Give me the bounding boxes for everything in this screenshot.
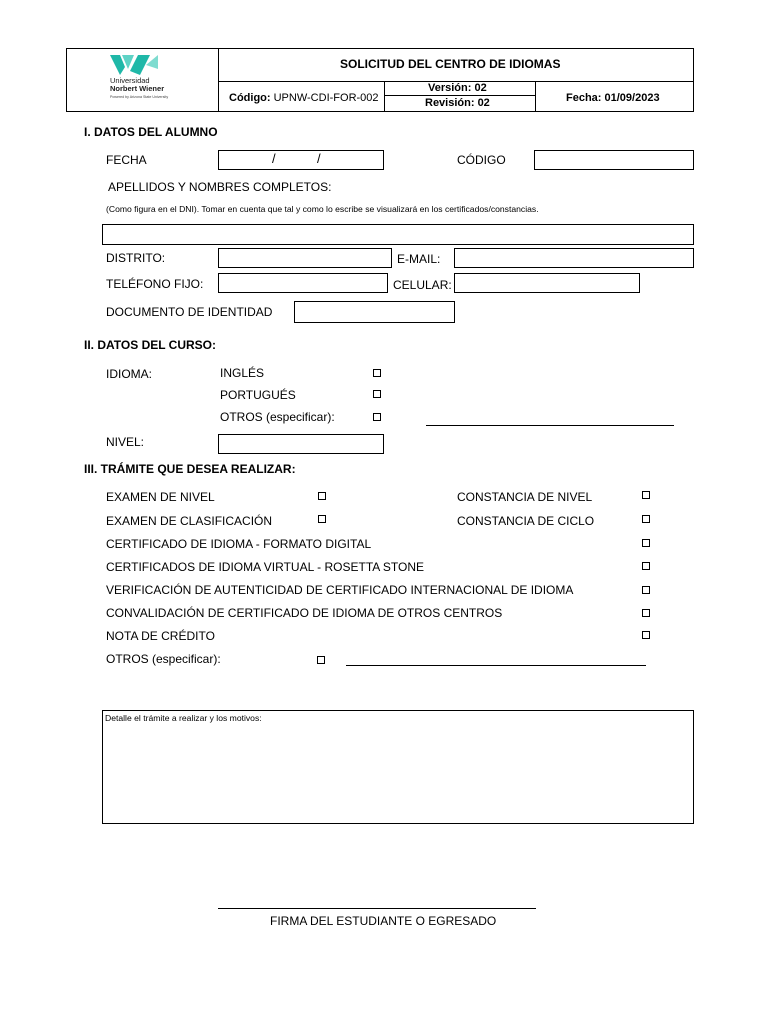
names-label: APELLIDOS Y NOMBRES COMPLETOS:	[108, 180, 332, 194]
idioma-option-otros: OTROS (especificar):	[220, 410, 335, 424]
fecha-label: FECHA	[106, 153, 147, 167]
nivel-field[interactable]	[218, 434, 384, 454]
constancia-nivel-checkbox[interactable]	[642, 491, 650, 499]
tramite-label: CONSTANCIA DE CICLO	[457, 514, 595, 528]
tramite-label: CERTIFICADOS DE IDIOMA VIRTUAL - ROSETTA STONE	[106, 560, 425, 574]
names-field[interactable]	[102, 224, 694, 245]
logo-mark-icon	[110, 55, 160, 75]
names-note: (Como figura en el DNI). Tomar en cuenta que tal y como lo escribe se visualizará en los certificados/constancias.	[106, 204, 539, 214]
ingles-checkbox[interactable]	[373, 369, 381, 377]
distrito-label: DISTRITO:	[106, 251, 166, 265]
tramite-label: CERTIFICADO DE IDIOMA - FORMATO DIGITAL	[106, 537, 372, 551]
university-logo	[108, 55, 178, 109]
logo-name-line1: Universidad	[110, 76, 150, 85]
document-revision: Revisión: 02	[425, 97, 490, 109]
documento-field[interactable]	[294, 301, 455, 323]
code-label: Código:	[229, 92, 271, 104]
otros-tramite-checkbox[interactable]	[317, 656, 325, 664]
tramite-label: NOTA DE CRÉDITO	[106, 629, 215, 643]
email-label: E-MAIL:	[397, 252, 441, 266]
section-heading-tramite: III. TRÁMITE QUE DESEA REALIZAR:	[84, 462, 296, 476]
telefono-label: TELÉFONO FIJO:	[106, 277, 204, 291]
section-heading-datos-curso: II. DATOS DEL CURSO:	[84, 338, 217, 352]
code-value: UPNW-CDI-FOR-002	[273, 92, 379, 104]
portugues-checkbox[interactable]	[373, 390, 381, 398]
tramite-label: EXAMEN DE CLASIFICACIÓN	[106, 514, 273, 528]
examen-nivel-checkbox[interactable]	[318, 492, 326, 500]
idioma-option-ingles: INGLÉS	[220, 366, 265, 380]
signature-label: FIRMA DEL ESTUDIANTE O EGRESADO	[270, 914, 497, 928]
nota-credito-checkbox[interactable]	[642, 631, 650, 639]
fecha-field[interactable]	[218, 150, 384, 170]
header-divider	[384, 81, 385, 111]
distrito-field[interactable]	[218, 248, 392, 268]
certificado-rosetta-checkbox[interactable]	[642, 562, 650, 570]
header-divider	[535, 81, 536, 111]
codigo-field[interactable]	[534, 150, 694, 170]
idioma-option-portugues: PORTUGUÉS	[220, 388, 296, 402]
documento-label: DOCUMENTO DE IDENTIDAD	[106, 305, 273, 319]
otros-idioma-checkbox[interactable]	[373, 413, 381, 421]
verificacion-checkbox[interactable]	[642, 586, 650, 594]
signature-line[interactable]	[218, 908, 536, 909]
celular-field[interactable]	[454, 273, 640, 293]
document-code	[229, 91, 379, 105]
tramite-label: CONSTANCIA DE NIVEL	[457, 490, 593, 504]
telefono-field[interactable]	[218, 273, 388, 293]
document-title: SOLICITUD DEL CENTRO DE IDIOMAS	[340, 57, 561, 71]
idioma-label: IDIOMA:	[106, 367, 153, 381]
header-divider	[218, 49, 219, 111]
header-divider	[384, 95, 535, 96]
certificado-digital-checkbox[interactable]	[642, 539, 650, 547]
tramite-label: OTROS (especificar):	[106, 652, 221, 666]
fecha-separator: /	[317, 151, 321, 166]
tramite-label: VERIFICACIÓN DE AUTENTICIDAD DE CERTIFICADO INTERNACIONAL DE IDIOMA	[106, 583, 574, 597]
otros-idioma-line[interactable]	[426, 425, 674, 426]
convalidacion-checkbox[interactable]	[642, 609, 650, 617]
otros-tramite-line[interactable]	[346, 665, 646, 666]
document-version: Versión: 02	[428, 82, 487, 94]
celular-label: CELULAR:	[393, 278, 452, 292]
tramite-label: CONVALIDACIÓN DE CERTIFICADO DE IDIOMA DE OTROS CENTROS	[106, 606, 503, 620]
section-heading-datos-alumno: I. DATOS DEL ALUMNO	[84, 125, 218, 139]
nivel-label: NIVEL:	[106, 435, 145, 449]
codigo-label: CÓDIGO	[457, 153, 506, 167]
examen-clasificacion-checkbox[interactable]	[318, 515, 326, 523]
logo-tagline: Powered by Arizona State University	[110, 95, 169, 99]
fecha-separator: /	[272, 151, 276, 166]
tramite-label: EXAMEN DE NIVEL	[106, 490, 215, 504]
detail-textarea[interactable]	[102, 710, 694, 824]
constancia-ciclo-checkbox[interactable]	[642, 515, 650, 523]
detail-label: Detalle el trámite a realizar y los motivos:	[105, 713, 262, 723]
email-field[interactable]	[454, 248, 694, 268]
document-date: Fecha: 01/09/2023	[566, 92, 660, 104]
logo-name-line2: Norbert Wiener	[110, 84, 165, 93]
